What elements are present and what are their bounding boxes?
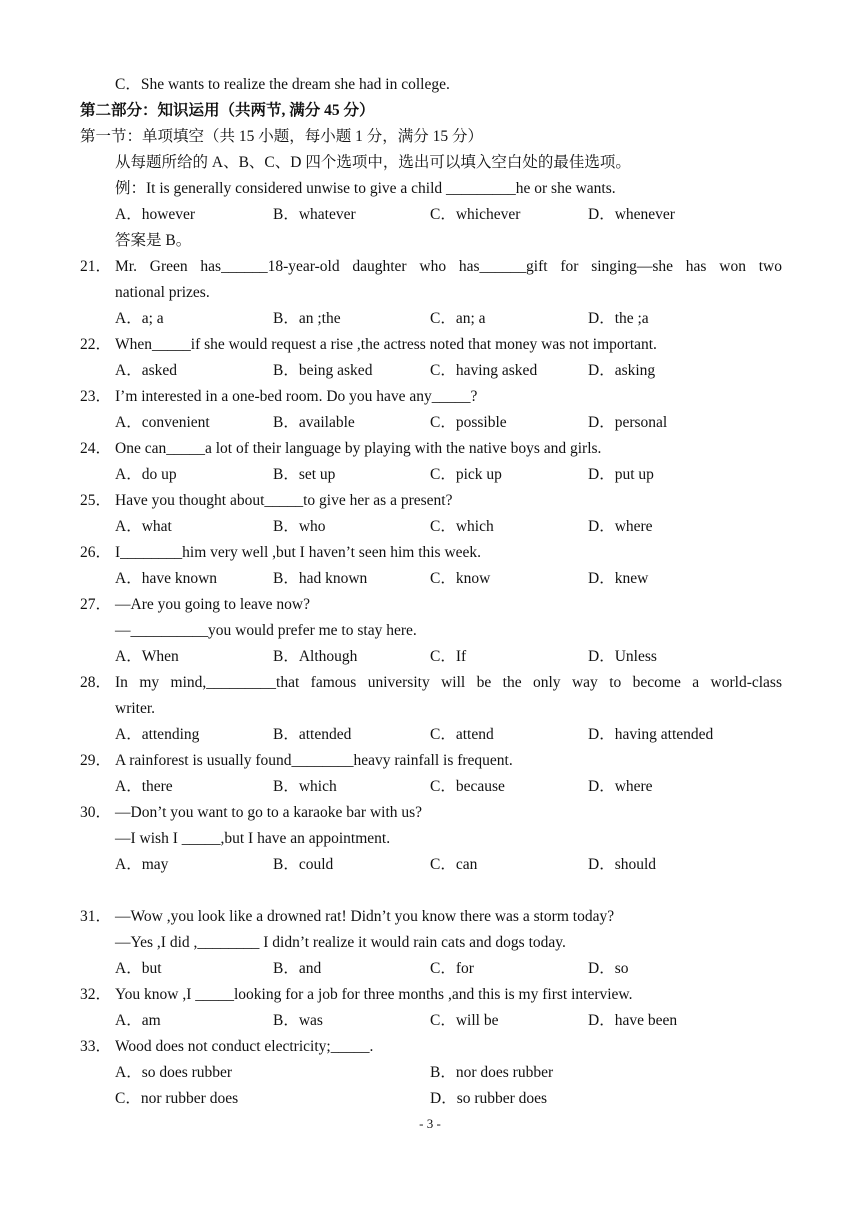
question-stem: When_____if she would request a rise ,the actress noted that money was not important. — [115, 336, 657, 353]
option-d: D．should — [588, 856, 657, 873]
part2-title: 第二部分：知识运用（共两节, 满分 45 分） — [80, 102, 375, 119]
page-number: - 3 - — [419, 1116, 441, 1131]
option-b: B．Although — [273, 648, 358, 665]
option-c: C．because — [430, 778, 505, 795]
option-b: B．attended — [273, 726, 352, 743]
option-a: A．but — [115, 960, 162, 977]
example-option-a: A．however — [115, 206, 196, 223]
option-d: D．asking — [588, 362, 656, 379]
question-stem-cont: writer. — [115, 700, 156, 717]
question-number: 26． — [80, 544, 112, 561]
example-option-c: C．whichever — [430, 206, 521, 223]
option-c: C．having asked — [430, 362, 538, 379]
option-d: D．where — [588, 518, 653, 535]
option-a: A．so does rubber — [115, 1064, 233, 1081]
top-option: C．She wants to realize the dream she had in college. — [115, 76, 450, 93]
question-number: 23． — [80, 388, 112, 405]
question-number: 32． — [80, 986, 112, 1003]
section1-title: 第一节：单项填空（共 15 小题，每小题 1 分，满分 15 分） — [80, 128, 484, 145]
question-stem-cont: —I wish I _____,but I have an appointment. — [115, 830, 391, 847]
question-number: 31． — [80, 908, 112, 925]
option-c: C．know — [430, 570, 491, 587]
option-d: D．knew — [588, 570, 649, 587]
question-stem: You know ,I _____looking for a job for three months ,and this is my first interview. — [115, 986, 633, 1003]
option-b: B．was — [273, 1012, 323, 1029]
option-c: C．will be — [430, 1012, 499, 1029]
option-b: B．set up — [273, 466, 336, 483]
option-a: A．may — [115, 856, 169, 873]
question-number: 27． — [80, 596, 112, 613]
instruction: 从每题所给的 A、B、C、D 四个选项中，选出可以填入空白处的最佳选项。 — [115, 154, 631, 171]
question-stem: —Wow ,you look like a drowned rat! Didn’t you know there was a storm today? — [115, 908, 615, 925]
option-c: C．an; a — [430, 310, 486, 327]
option-b: B．available — [273, 414, 355, 431]
option-b: B．an ;the — [273, 310, 341, 327]
question-stem-cont: —__________you would prefer me to stay here. — [115, 622, 417, 639]
question-stem: A rainforest is usually found________heavy rainfall is frequent. — [115, 752, 513, 769]
question-stem: One can_____a lot of their language by playing with the native boys and girls. — [115, 440, 602, 457]
question-stem: —Are you going to leave now? — [115, 596, 310, 613]
question-number: 25． — [80, 492, 112, 509]
option-b: B．which — [273, 778, 337, 795]
option-a: A．what — [115, 518, 172, 535]
option-c: C．for — [430, 960, 474, 977]
question-stem: —Don’t you want to go to a karaoke bar with us? — [115, 804, 423, 821]
option-d: D．Unless — [588, 648, 657, 665]
option-d: D．where — [588, 778, 653, 795]
option-a: A．convenient — [115, 414, 210, 431]
question-stem: Mr. Green has______18-year-old daughter who has______gift for singing—she has won two — [115, 258, 782, 275]
option-c: C．can — [430, 856, 478, 873]
option-b: B．being asked — [273, 362, 373, 379]
option-d: D．have been — [588, 1012, 678, 1029]
question-number: 21． — [80, 258, 112, 275]
question-stem: In my mind,_________that famous university will be the only way to become a world-class — [115, 674, 782, 691]
option-b: B．had known — [273, 570, 368, 587]
option-c: C．nor rubber does — [115, 1090, 239, 1107]
option-d: D．having attended — [588, 726, 714, 743]
option-a: A．have known — [115, 570, 218, 587]
option-b: B．could — [273, 856, 334, 873]
option-c: C．possible — [430, 414, 507, 431]
option-c: C．attend — [430, 726, 494, 743]
question-number: 22． — [80, 336, 112, 353]
option-c: C．pick up — [430, 466, 502, 483]
option-a: A．asked — [115, 362, 177, 379]
option-d: D．personal — [588, 414, 668, 431]
option-d: D．so rubber does — [430, 1090, 548, 1107]
question-stem: I________him very well ,but I haven’t seen him this week. — [115, 544, 482, 561]
example-answer: 答案是 B。 — [115, 232, 192, 249]
question-number: 30． — [80, 804, 112, 821]
question-number: 24． — [80, 440, 112, 457]
option-d: D．the ;a — [588, 310, 649, 327]
question-stem-cont: national prizes. — [115, 284, 210, 301]
option-d: D．put up — [588, 466, 654, 483]
option-a: A．there — [115, 778, 173, 795]
question-stem: Wood does not conduct electricity;_____. — [115, 1038, 374, 1055]
option-a: A．am — [115, 1012, 161, 1029]
option-a: A．a; a — [115, 310, 164, 327]
option-c: C．which — [430, 518, 494, 535]
example-stem: 例：It is generally considered unwise to give a child _________he or she wants. — [115, 180, 616, 197]
question-stem: Have you thought about_____to give her as a present? — [115, 492, 453, 509]
question-stem: I’m interested in a one-bed room. Do you have any_____? — [115, 388, 478, 405]
question-number: 29． — [80, 752, 112, 769]
option-c: C．If — [430, 648, 467, 665]
question-number: 28． — [80, 674, 112, 691]
example-option-d: D．whenever — [588, 206, 675, 223]
option-a: A．do up — [115, 466, 177, 483]
option-a: A．When — [115, 648, 179, 665]
option-b: B．who — [273, 518, 326, 535]
example-option-b: B．whatever — [273, 206, 356, 223]
option-b: B．and — [273, 960, 322, 977]
option-b: B．nor does rubber — [430, 1064, 554, 1081]
question-number: 33． — [80, 1038, 112, 1055]
option-d: D．so — [588, 960, 629, 977]
option-a: A．attending — [115, 726, 200, 743]
question-stem-cont: —Yes ,I did ,________ I didn’t realize it would rain cats and dogs today. — [115, 934, 566, 951]
